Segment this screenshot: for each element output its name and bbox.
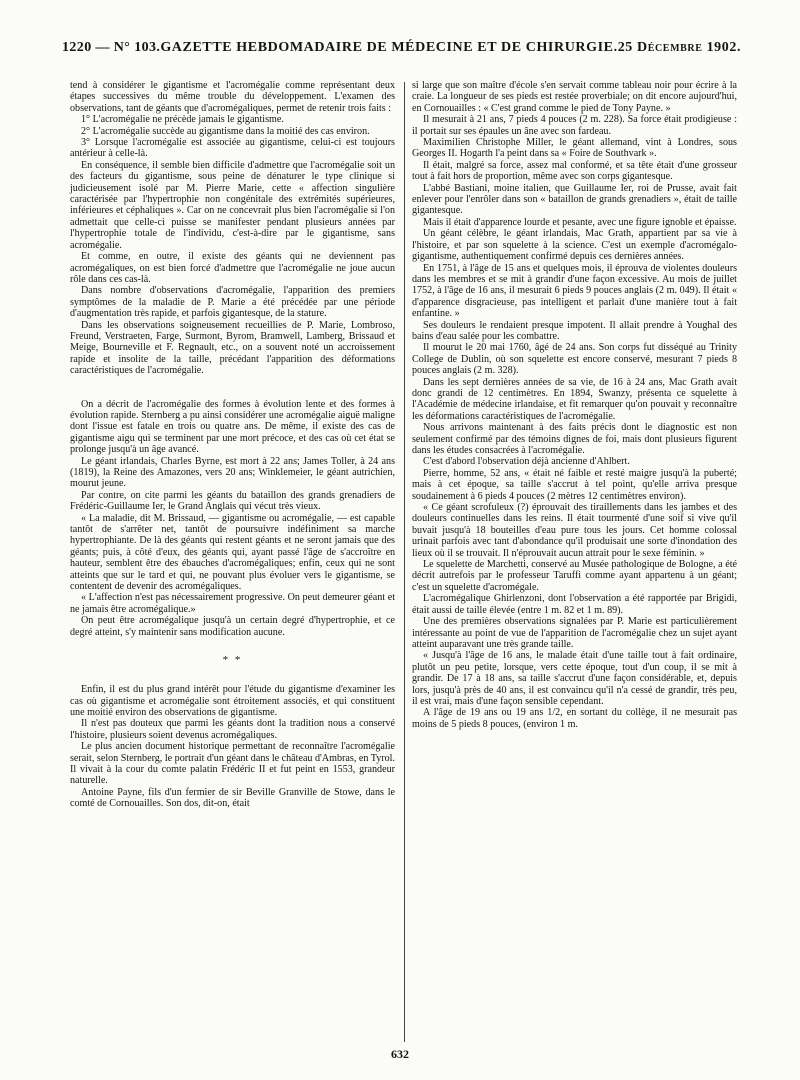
paragraph: « L'affection n'est pas nécessairement progressive. On peut demeurer géant et ne jamais être acromégalique.»: [70, 592, 395, 615]
paragraph: Dans les observations soigneusement recueillies de P. Marie, Lombroso, Freund, Verstraeten, Farge, Surmont, Byrom, Bramwell, Lamberg, Brissaud et Meige, Bourneville et F. Regnault, etc., on a souvent noté un accroissement rapide et insolite de la taille, précédant l'apparition des déformations caractéristiques de l'acromégalie.: [70, 319, 395, 377]
section-gap: [70, 638, 395, 649]
paragraph: Une des premières observations signalées par P. Marie est particulièrement intéressante au point de vue de l'apparition de l'acromégalie chez un sujet ayant atteint auparavant une très grande taille.: [412, 616, 737, 650]
paragraph: Enfin, il est du plus grand intérêt pour l'étude du gigantisme d'examiner les cas où gigantisme et acromégalie sont étroitement associés, et qui constituent une moitié environ des observations de gigantisme.: [70, 684, 395, 718]
paragraph: En conséquence, il semble bien difficile d'admettre que l'acromégalie soit un des facteurs du gigantisme, sous peine de dénaturer le type clinique si judicieusement isolé par M. Pierre Marie, cette « affection singulière caractérisée par l'hypertrophie non congénitale des extrémités supérieures, inférieures et céphaliques ». Car on ne concevrait plus bien l'acromégalie si l'on admettait que celle-ci puisse se manifester pendant plusieurs années par l'hypertrophie totale de l'individu, c'est-à-dire par le gigantisme, sans acromégalie.: [70, 159, 395, 251]
paragraph: Le géant irlandais, Charles Byrne, est mort à 22 ans; James Toller, à 24 ans (1819), la Reine des Amazones, vers 20 ans; Winklemeier, le géant autrichien, mourut jeune.: [70, 455, 395, 490]
paragraph: « Ce géant scrofuleux (?) éprouvait des tiraillements dans les jambes et des douleurs continuelles dans les reins. Il était tourmenté d'une soif si vive qu'il buvait jusqu'à 18 bouteilles d'eau pure tous les jours. Cet homme colossal urinait parfois avec tant d'abondance qu'il produisait une sorte d'inondation des lieux où il se trouvait. Il n'éprouvait aucun attrait pour le sexe féminin. »: [412, 502, 737, 559]
paragraph: L'acromégalique Ghirlenzoni, dont l'observation a été rapportée par Brigidi, était aussi de taille élevée (entre 1 m. 82 et 1 m. 89).: [412, 593, 737, 616]
paragraph: Il n'est pas douteux que parmi les géants dont la tradition nous a conservé l'histoire, plusieurs soient devenus acromégaliques.: [70, 718, 395, 741]
paragraph: Il mesurait à 21 ans, 7 pieds 4 pouces (2 m. 228). Sa force était prodigieuse : il portait sur ses épaules un âne avec son fardeau.: [412, 114, 737, 137]
paragraph: 3° Lorsque l'acromégalie est associée au gigantisme, celui-ci est toujours antérieur à celle-là.: [70, 137, 395, 160]
paragraph: Il mourut le 20 mai 1760, âgé de 24 ans. Son corps fut disséqué au Trinity College de Dublin, où son squelette est encore conservé, mesurant 7 pieds 8 pouces anglais (2 m. 328).: [412, 342, 737, 377]
paragraph: On peut être acromégalique jusqu'à un certain degré d'hypertrophie, et ce degré atteint, s'y maintenir sans modification aucune.: [70, 615, 395, 638]
paragraph: Pierre, homme, 52 ans, « était né faible et resté maigre jusqu'à la puberté; mais à cet époque, sa taille s'accrut à tel point, qu'elle arriva presque soudainement à 6 pieds 4 pouces (2 mètres 12 centimètres environ).: [412, 467, 737, 502]
paragraph: Dans nombre d'observations d'acromégalie, l'apparition des premiers symptômes de la maladie de P. Marie a été précédée par une période d'augmentation très rapide, et parfois gigantesque, de la stature.: [70, 285, 395, 320]
right-column: [412, 80, 737, 730]
header-page-ref: 1220 — N° 103.: [62, 40, 161, 55]
paragraph: A l'âge de 19 ans ou 19 ans 1/2, en sortant du collège, il ne mesurait pas moins de 5 pieds 8 pouces, (environ 1 m.: [412, 707, 737, 730]
section-gap: [70, 673, 395, 684]
paragraph: Maximilien Christophe Miller, le géant allemand, vint à Londres, sous Georges II. Hogarth l'a peint dans sa « Foire de Southvark ».: [412, 137, 737, 160]
left-column: [70, 80, 395, 810]
paragraph: si large que son maître d'école s'en servait comme tableau noir pour écrire à la craie. La longueur de ses pieds est restée proverbiale; on dit encore aujourd'hui, en Cornouailles : « C'est grand comme le pied de Tony Payne. »: [412, 80, 737, 114]
paragraph: Mais il était d'apparence lourde et pesante, avec une figure ignoble et épaisse.: [423, 216, 737, 228]
header-date: 25 Décembre 1902.: [617, 40, 742, 55]
page-number: 632: [391, 1047, 409, 1061]
header-title: GAZETTE HEBDOMADAIRE DE MÉDECINE ET DE CHIRURGIE.: [160, 40, 618, 55]
column-divider: [404, 82, 405, 1042]
paragraph: Le squelette de Marchetti, conservé au Musée pathologique de Bologne, a été décrit autrefois par le professeur Taruffi comme ayant appartenu à un géant; c'est un squelette d'acromégale.: [412, 559, 737, 593]
paragraph: 1° L'acromégalie ne précède jamais le gigantisme.: [81, 114, 284, 126]
section-separator: * *: [222, 654, 243, 667]
paragraph: « La maladie, dit M. Brissaud, — gigantisme ou acromégalie, — est capable tantôt de s'arrêter net, tantôt de poursuivre indéfiniment sa marche hypertrophiante. De là des géants qui restent géants et ne seront jamais que des géants; puis, à côté d'eux, des géants qui, ayant passé l'âge de s'accroître en hauteur, semblent être des ébauches d'acromégaliques; enfin, ceux qui ne sont atteints que sur le tard et qui, ne pouvant plus évoluer vers le gigantisme, se contentent de devenir des acromégaliques.: [70, 512, 395, 593]
paragraph: Antoine Payne, fils d'un fermier de sir Beville Granville de Stowe, dans le comté de Cornouailles. Son dos, dit-on, était: [70, 786, 395, 810]
paragraph: « Jusqu'à l'âge de 16 ans, le malade était d'une taille tout à fait ordinaire, plutôt un peu petite, lorsque, vers cette époque, tout d'un coup, il se mit à grandir. De 17 à 18 ans, sa taille s'accrut d'une façon considérable, et, depuis lors, jusqu'à près de 40 ans, il est convaincu qu'il n'a cessé de grandir, très peu, il est vrai, mais d'une façon sensible cependant.: [412, 650, 737, 707]
paragraph: Ses douleurs le rendaient presque impotent. Il allait prendre à Youghal des bains d'eau salée pour les combattre.: [412, 319, 737, 342]
paragraph: Il était, malgré sa force, assez mal conformé, et sa tête était d'une grosseur tout à fait hors de proportion, même avec son corps gigantesque.: [412, 159, 737, 183]
paragraph: 2° L'acromégalie succède au gigantisme dans la moitié des cas environ.: [81, 125, 370, 137]
paragraph: Le plus ancien document historique permettant de reconnaître l'acromégalie serait, selon Sternberg, le portrait d'un géant dans le château d'Ambras, en Tyrol. Il vivait à la cour du comte palatin Frédéric II et fut peint en 1553, grandeur naturelle.: [70, 741, 395, 787]
paragraph: Nous arrivons maintenant à des faits précis dont le diagnostic est non seulement confirmé par des témoins dignes de foi, mais dont plusieurs figurent dans les études consacrées à l'acromégalie.: [412, 422, 737, 456]
paragraph: L'abbé Bastiani, moine italien, que Guillaume Ier, roi de Prusse, avait fait enlever pour l'enrôler dans son « bataillon de grands grenadiers », était de taille gigantesque.: [412, 182, 737, 217]
paragraph: Dans les sept dernières années de sa vie, de 16 à 24 ans, Mac Grath avait donc grandi de 12 centimètres. En 1894, Swanzy, présenta ce squelette à l'Académie de médecine irlandaise, et fit remarquer qu'on pouvait y reconnaître les déformations caractéristiques de l'acromégalie.: [412, 376, 737, 422]
paragraph: Par contre, on cite parmi les géants du bataillon des grands grenadiers de Frédéric-Guillaume Ier, le Grand Anglais qui vécut très vieux.: [70, 489, 395, 513]
running-header: [62, 40, 742, 56]
paragraph: On a décrit de l'acromégalie des formes à évolution lente et des formes à évolution rapide. Sternberg a pu ainsi considérer une acromégalie aiguë maligne dont l'issue est fatale en trois ou quatre ans. De même, il existe des cas de gigantisme aigu qui se terminent par une mort précoce, et des cas où cet état se prolonge jusqu'à un âge avancé.: [70, 398, 395, 456]
section-gap: [70, 377, 395, 399]
paragraph: En 1751, à l'âge de 15 ans et quelques mois, il éprouva de violentes douleurs dans les membres et se mit à grandir d'une façon excessive. Au mois de juillet 1752, à l'âge de 16 ans, il mesurait 6 pieds 9 pouces anglais (2 m. 049). Il était « d'apparence disgracieuse, pas intelligent et parlait d'une manière tout à fait enfantine. »: [412, 262, 737, 320]
paragraph: tend à considérer le gigantisme et l'acromégalie comme représentant deux étapes successives du même trouble du développement. L'examen des observations, tant de géants que d'acromégaliques, permet de retenir trois faits :: [70, 80, 395, 114]
paragraph: Et comme, en outre, il existe des géants qui ne deviennent pas acromégaliques, on est bien forcé d'admettre que l'acromégalie ne joue aucun rôle dans ces cas-là.: [70, 251, 395, 285]
paragraph: C'est d'abord l'observation déjà ancienne d'Ahlbert.: [423, 456, 630, 468]
paragraph: Un géant célèbre, le géant irlandais, Mac Grath, appartient par sa vie à l'histoire, et par son squelette à la science. C'est un exemple d'acromégalo-gigantisme, authentiquement confirmé depuis ces dernières années.: [412, 228, 737, 263]
